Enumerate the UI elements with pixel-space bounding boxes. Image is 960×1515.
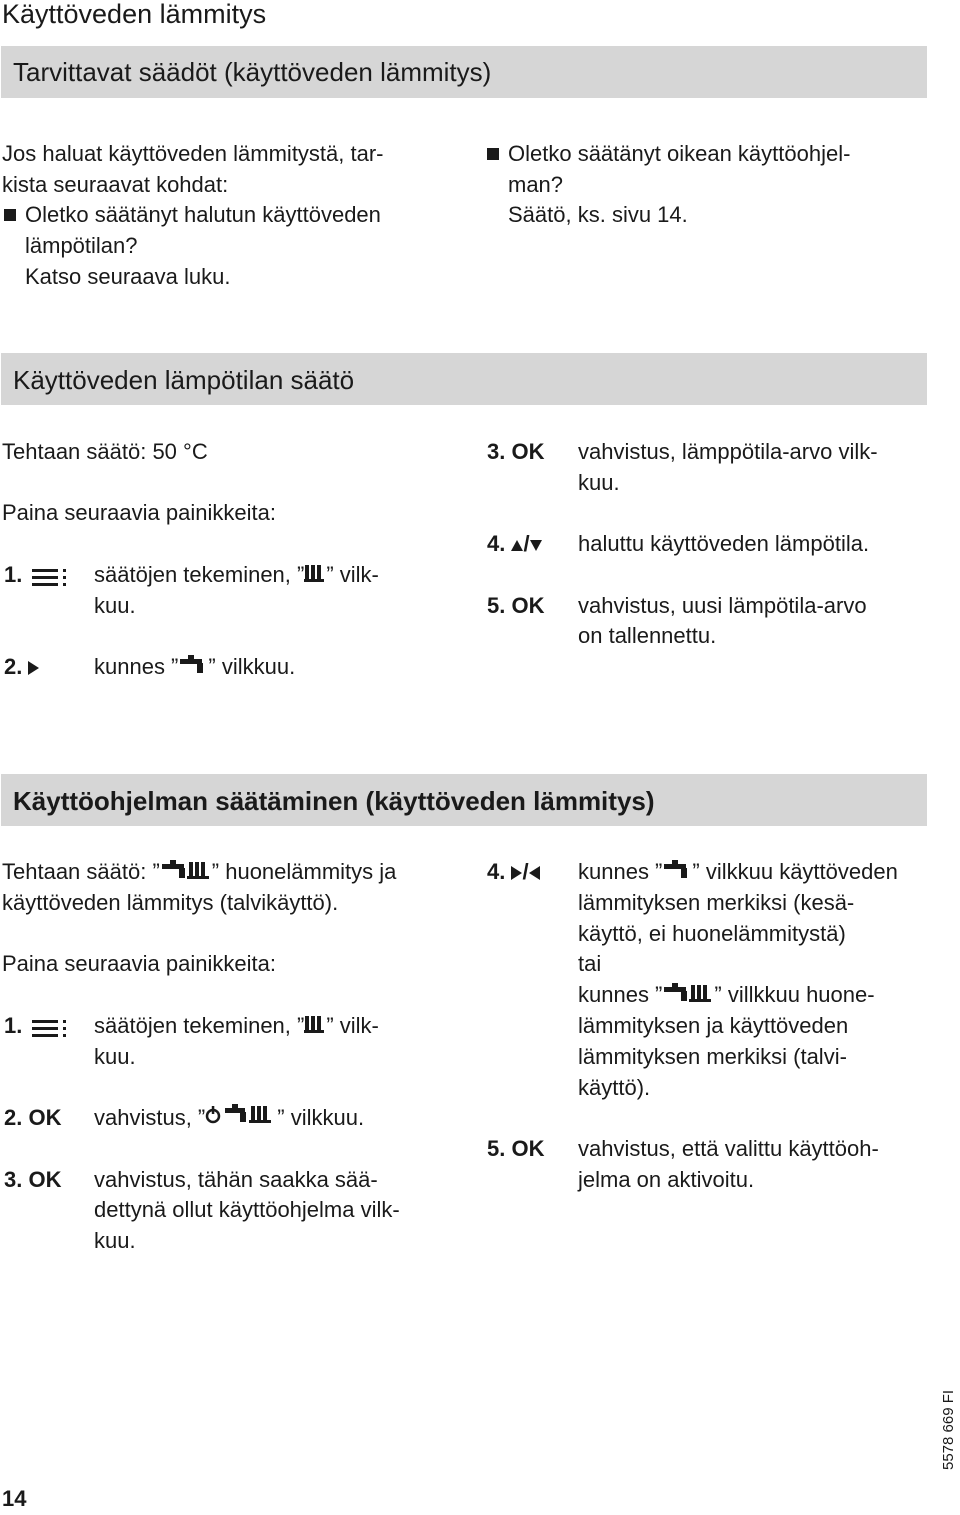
step-text-continued: lämmityksen merkiksi (kesä- xyxy=(578,890,855,915)
step-text-continued: käyttö, ei huonelämmitystä) xyxy=(578,921,846,946)
bullet2-line-2: man? xyxy=(508,172,564,197)
step-text xyxy=(94,560,379,591)
arrow-left-icon xyxy=(529,866,540,880)
bullet1-line-2: lämpötilan? xyxy=(25,233,138,258)
step-number: 5. OK xyxy=(487,1136,545,1161)
step-text-continued: käyttö). xyxy=(578,1075,651,1100)
step-text-continued: lämmityksen merkiksi (talvi- xyxy=(578,1044,847,1069)
bullet1-line-1: Oletko säätänyt halutun käyttöveden xyxy=(25,202,381,227)
tap-radiator-icon xyxy=(160,858,212,889)
step-text xyxy=(94,652,295,683)
step-number: 4. / xyxy=(487,529,542,560)
step-text: vahvistus, lämppötila-arvo vilk- xyxy=(578,439,878,464)
step-text-continued: jelma on aktivoitu. xyxy=(578,1167,755,1192)
radiator-icon xyxy=(304,561,326,592)
step-text: vahvistus, että valittu käyttöoh- xyxy=(578,1136,879,1161)
arrow-right-icon xyxy=(28,661,39,675)
bullet2-line-3: Säätö, ks. sivu 14. xyxy=(508,202,688,227)
factory-setting-continued: käyttöveden lämmitys (talvikäyttö). xyxy=(2,890,339,915)
step-number: 1. xyxy=(4,1013,23,1038)
section-heading-program: Käyttöohjelman säätäminen (käyttöveden lämmitys) xyxy=(1,774,927,826)
step-text: säätöjen tekeminen, ” ” vilk- xyxy=(94,1011,379,1042)
section-heading-temperature: Käyttöveden lämpötilan säätö xyxy=(1,353,927,405)
step-text-part: kunnes ” xyxy=(94,654,179,679)
step-text: haluttu käyttöveden lämpötila. xyxy=(578,531,870,556)
step-text-continued: kuu. xyxy=(578,470,620,495)
step-text-part: säätöjen tekeminen, ” xyxy=(94,562,305,587)
step-text: vahvistus, ” ” vilkkuu. xyxy=(94,1103,364,1134)
step-text-continued: kuu. xyxy=(94,1228,136,1253)
factory-setting: Tehtaan säätö: 50 °C xyxy=(2,439,208,464)
step-number: 3. OK xyxy=(4,1167,62,1192)
step-text-continued: kuu. xyxy=(94,1044,136,1069)
bullet-square-icon xyxy=(487,148,499,160)
bullet2-line-1: Oletko säätänyt oikean käyttöohjel- xyxy=(508,141,851,166)
bullet1-line-3: Katso seuraava luku. xyxy=(25,264,231,289)
step-text-continued: kuu. xyxy=(94,593,136,618)
tap-radiator-icon xyxy=(662,981,714,1012)
tap-icon xyxy=(178,653,208,684)
arrow-down-icon xyxy=(530,540,542,551)
radiator-icon xyxy=(304,1012,326,1043)
section-heading-required-settings: Tarvittavat säädöt (käyttöveden lämmitys) xyxy=(1,46,927,98)
intro-line-1: Jos haluat käyttöveden lämmitystä, tar- xyxy=(2,141,384,166)
press-buttons-text: Paina seuraavia painikkeita: xyxy=(2,500,276,525)
step-text: kunnes ” ” vilkkuu käyttöveden xyxy=(578,857,898,888)
document-code: 5578 669 FI xyxy=(940,1389,957,1470)
step-text-continued: on tallennettu. xyxy=(578,623,717,648)
arrow-up-icon xyxy=(511,540,523,551)
step-text: vahvistus, uusi lämpötila-arvo xyxy=(578,593,867,618)
step-text: vahvistus, tähän saakka sää- xyxy=(94,1167,378,1192)
bullet-square-icon xyxy=(4,209,16,221)
step-number: 4. / xyxy=(487,857,540,888)
menu-icon xyxy=(32,1017,68,1048)
step-text-continued: lämmityksen ja käyttöveden xyxy=(578,1013,849,1038)
press-buttons-text: Paina seuraavia painikkeita: xyxy=(2,951,276,976)
step-text-part: ” vilk- xyxy=(326,562,379,587)
step-text-continued: dettynä ollut käyttöohjelma vilk- xyxy=(94,1197,400,1222)
step-number: 1. xyxy=(4,562,23,587)
tap-icon xyxy=(662,858,692,889)
page-number: 14 xyxy=(2,1486,27,1511)
factory-setting: Tehtaan säätö: ” ” huonelämmitys ja xyxy=(2,857,396,888)
step-text-continued: kunnes ” ” villkkuu huone- xyxy=(578,980,875,1011)
step-number: 5. OK xyxy=(487,593,545,618)
step-number: 3. OK xyxy=(487,439,545,464)
arrow-right-icon xyxy=(511,866,522,880)
step-text-continued: tai xyxy=(578,951,602,976)
menu-icon xyxy=(32,566,68,597)
intro-line-2: kista seuraavat kohdat: xyxy=(2,172,229,197)
step-number: 2. OK xyxy=(4,1105,62,1130)
page-title: Käyttöveden lämmitys xyxy=(2,0,267,29)
power-tap-radiator-icon xyxy=(205,1104,277,1135)
step-text-part: ” vilkkuu. xyxy=(208,654,296,679)
step-number: 2. xyxy=(4,652,39,683)
